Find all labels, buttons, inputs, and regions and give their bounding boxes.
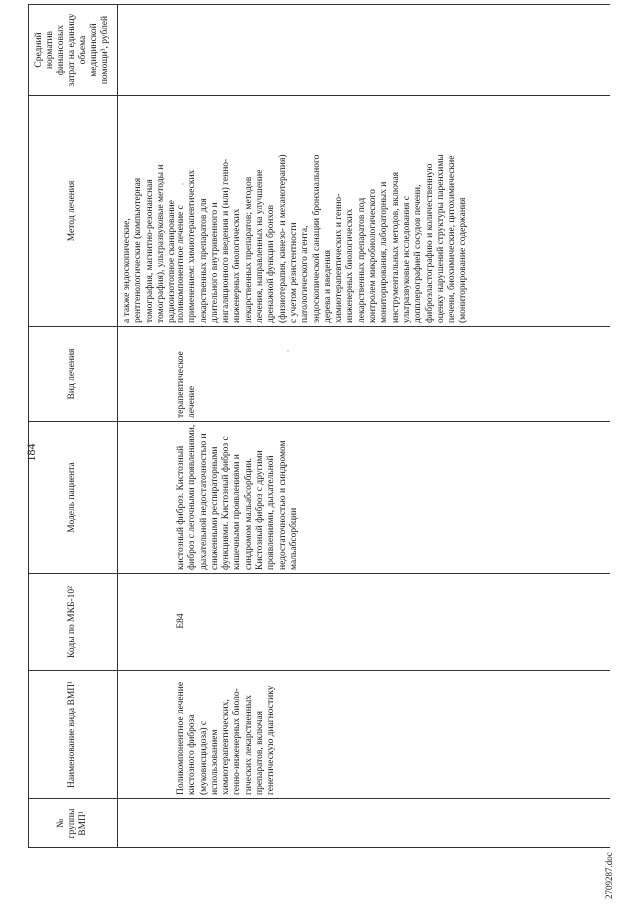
- header-group-number: № группы ВМП¹: [56, 808, 88, 839]
- scan-speck: [287, 350, 289, 352]
- page-number: 184: [24, 443, 38, 462]
- vmp-name-cell: Поликомпонентное лечение кистозного фиброза (муковисцидоза) с использованием химиотерапевтических, генно-инженерных биоло- гических лекарственных препаратов, включая генетическую диагностику: [176, 681, 277, 795]
- header-treatment-type: Вид лечения: [67, 348, 77, 400]
- table-border-right: [28, 4, 610, 5]
- scan-speck: [182, 183, 184, 185]
- treatment-type-cell: терапевтическое лечение: [176, 351, 198, 418]
- header-average-cost: Средний норматив финансовых затрат на единицу объема медицинской помощи³, рублей: [34, 13, 110, 87]
- header-treatment-method: Метод лечения: [67, 180, 77, 242]
- header-patient-model: Модель пациента: [67, 462, 77, 533]
- method-continuation: а также эндоскопические, рентгенологические (компьютерная томография, магнитно-резонансная томография), ультразвуковые методы и радиоизотопное сканирование: [122, 164, 178, 323]
- column-divider: [28, 798, 610, 799]
- header-icd-codes: Коды по МКБ-10²: [67, 586, 77, 658]
- patient-model-cell: кистозный фиброз. Кистозный фиброз с легочными проявлениями, дыхательной недостаточностью и сниженными респираторными функциями. Кистозный фиброз с кишечными проявлениями и синдромом мальабсорбции. Кистозный фиброз с другими проявлениями, дыхательной недостаточностью и синдромом мальабсорбции: [176, 424, 299, 570]
- icd-code-cell: E84: [176, 613, 186, 629]
- header-vmp-name: Наименование вида ВМП¹: [67, 680, 77, 789]
- column-divider: [28, 421, 610, 422]
- table-border-left: [28, 847, 610, 848]
- column-divider: [28, 326, 610, 327]
- header-separator: [117, 4, 118, 848]
- column-divider: [28, 670, 610, 671]
- column-divider: [28, 95, 610, 96]
- treatment-table: [28, 4, 610, 848]
- treatment-method-cell: поликомпонентное лечение с применением: химиотерапевтических лекарственных препаратов для длительного внутривенного и ингаляционного введения и (или) генно- инженерных биологических лекарственных препаратов; методов лечения, направленных на улучшение дренажной функции бронхов (физиотерапия, кинезо- и механотерапия) с учетом резистентности патологического агента, эндоскопической санации бронхиального дерева и введения химиотерапевтических и генно- инженерных биологических лекарственных препаратов под контролем микробиологического мониторирования, лабораторных и инструментальных методов, включая ультразвуковые исследования с допплерографией сосудов печени, фиброэластографию и количественную оценку нарушений структуры паренхимы печени, биохимические, цитохимические (мониторирование содержания: [176, 154, 469, 323]
- table-border-top: [28, 4, 29, 848]
- document-code: 2709287.doc: [604, 852, 614, 899]
- column-divider: [28, 573, 610, 574]
